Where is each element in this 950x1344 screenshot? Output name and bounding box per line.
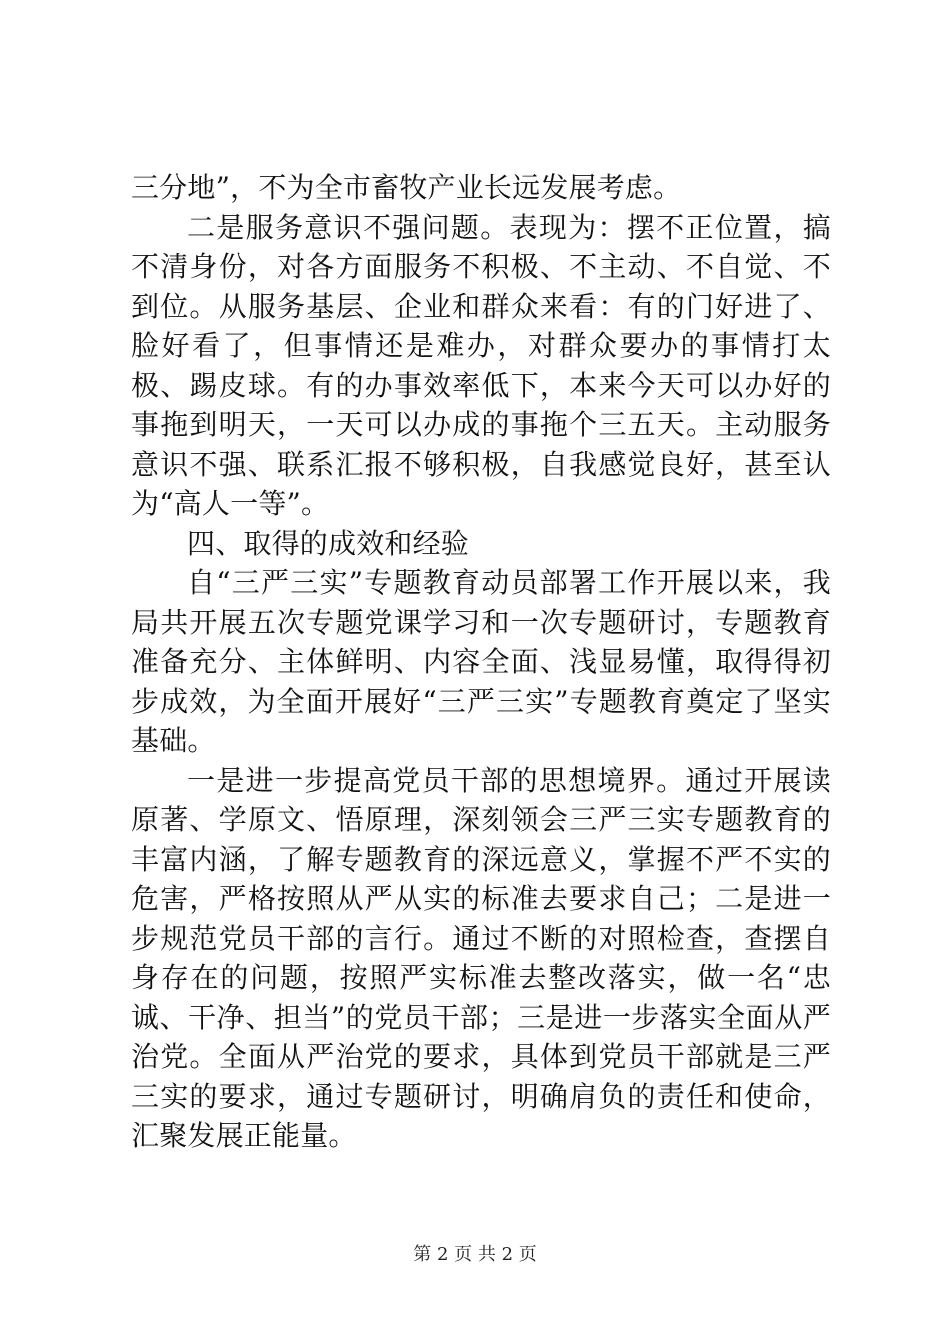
document-body	[131, 168, 831, 1156]
paragraph-education-overview: 自“三严三实”专题教育动员部署工作开展以来，我局共开展五次专题党课学习和一次专题研讨，专题教育准备充分、主体鲜明、内容全面、浅显易懂，取得得初步成效，为全面开展好“三严三实”专题教育奠定了坚实基础。	[131, 566, 831, 757]
page-footer: 第 2 页 共 2 页	[413, 1244, 537, 1265]
paragraph-results-list: 一是进一步提高党员干部的思想境界。通过开展读原著、学原文、悟原理，深刻领会三严三实专题教育的丰富内涵，了解专题教育的深远意义，掌握不严不实的危害，严格按照从严从实的标准去要求自己；二是进一步规范党员干部的言行。通过不断的对照检查，查摆自身存在的问题，按照严实标准去整改落实，做一名“忠诚、干净、担当”的党员干部；三是进一步落实全面从严治党。全面从严治党的要求，具体到党员干部就是三严三实的要求，通过专题研讨，明确肩负的责任和使命，汇聚发展正能量。	[131, 763, 831, 1152]
paragraph-service-awareness: 二是服务意识不强问题。表现为：摆不正位置，搞不清身份，对各方面服务不积极、不主动、不自觉、不到位。从服务基层、企业和群众来看：有的门好进了、脸好看了，但事情还是难办，对群众要办的事情打太极、踢皮球。有的办事效率低下，本来今天可以办好的事拖到明天，一天可以办成的事拖个三五天。主动服务意识不强、联系汇报不够积极，自我感觉良好，甚至认为“高人一等”。	[131, 210, 831, 520]
paragraph-continuation: 三分地”，不为全市畜牧产业长远发展考虑。	[131, 171, 682, 204]
section-heading-achievements: 四、取得的成效和经验	[187, 526, 470, 560]
